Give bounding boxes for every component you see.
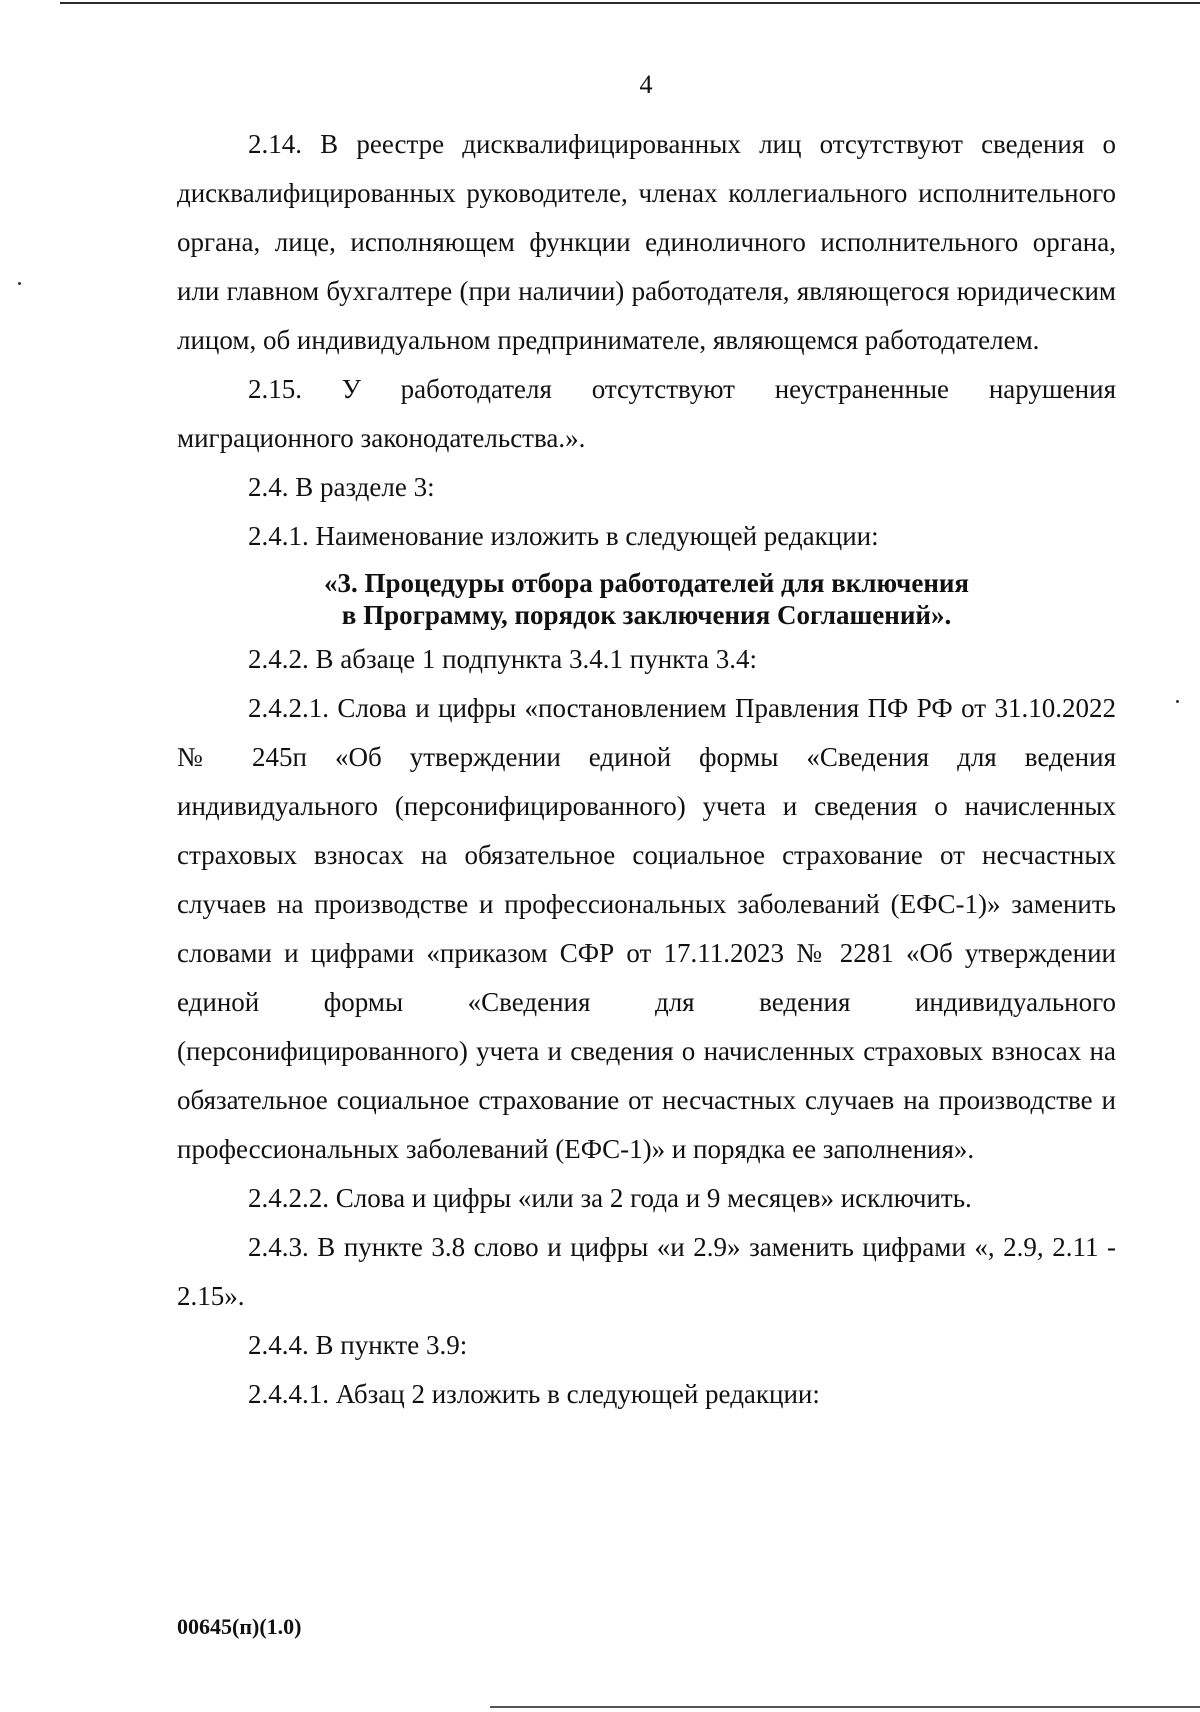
scan-border-top: [60, 2, 1200, 4]
section-heading-line-2: в Программу, порядок заключения Соглашений».: [341, 600, 952, 630]
page-number: 4: [639, 70, 653, 99]
paragraph-2-4-1: 2.4.1. Наименование изложить в следующей редакции:: [248, 521, 879, 551]
scan-speck: [1176, 700, 1179, 703]
paragraph-2-4-2-2: 2.4.2.2. Слова и цифры «или за 2 года и 9 месяцев» исключить.: [248, 1183, 972, 1213]
scan-speck: [18, 282, 21, 285]
paragraph-2-4-2-1: 2.4.2.1. Слова и цифры «постановлением Правления ПФ РФ от 31.10.2022 № 245п «Об утверждении единой формы «Сведения для ведения индивидуального (персонифицированного) учета и сведения о начисленных страховых взносах на обязательное социальное страхование от несчастных случаев на производстве и профессиональных заболеваний (ЕФС-1)» заменить словами и цифрами «приказом СФР от 17.11.2023 № 2281 «Об утверждении единой формы «Сведения для ведения индивидуального (персонифицированного) учета и сведения о начисленных страховых взносах на обязательное социальное страхование от несчастных случаев на производстве и профессиональных заболеваний (ЕФС-1)» и порядка ее заполнения».: [177, 693, 1116, 1164]
section-heading-line-1: «3. Процедуры отбора работодателей для включения: [323, 568, 970, 598]
paragraph-2-15: 2.15. У работодателя отсутствуют неустраненные нарушения миграционного законодательства.».: [177, 374, 1116, 453]
paragraph-2-4: 2.4. В разделе 3:: [248, 472, 435, 502]
paragraph-2-4-2: 2.4.2. В абзаце 1 подпункта 3.4.1 пункта 3.4:: [248, 644, 758, 674]
paragraph-2-14: 2.14. В реестре дисквалифицированных лиц отсутствуют сведения о дисквалифицированных руководителе, членах коллегиального исполнительного органа, лице, исполняющем функции единоличного исполнительного органа, или главном бухгалтере (при наличии) работодателя, являющегося юридическим лицом, об индивидуальном предпринимателе, являющемся работодателем.: [177, 129, 1116, 355]
section-heading: [177, 561, 1116, 635]
document-body: [177, 120, 1116, 1419]
paragraph-2-4-3: 2.4.3. В пункте 3.8 слово и цифры «и 2.9» заменить цифрами «, 2.9, 2.11 - 2.15».: [177, 1232, 1116, 1311]
paragraph-2-4-4-1: 2.4.4.1. Абзац 2 изложить в следующей редакции:: [248, 1379, 820, 1409]
scan-border-bottom: [490, 1706, 1200, 1708]
document-code: 00645(п)(1.0): [177, 1614, 302, 1639]
paragraph-2-4-4: 2.4.4. В пункте 3.9:: [248, 1330, 468, 1360]
